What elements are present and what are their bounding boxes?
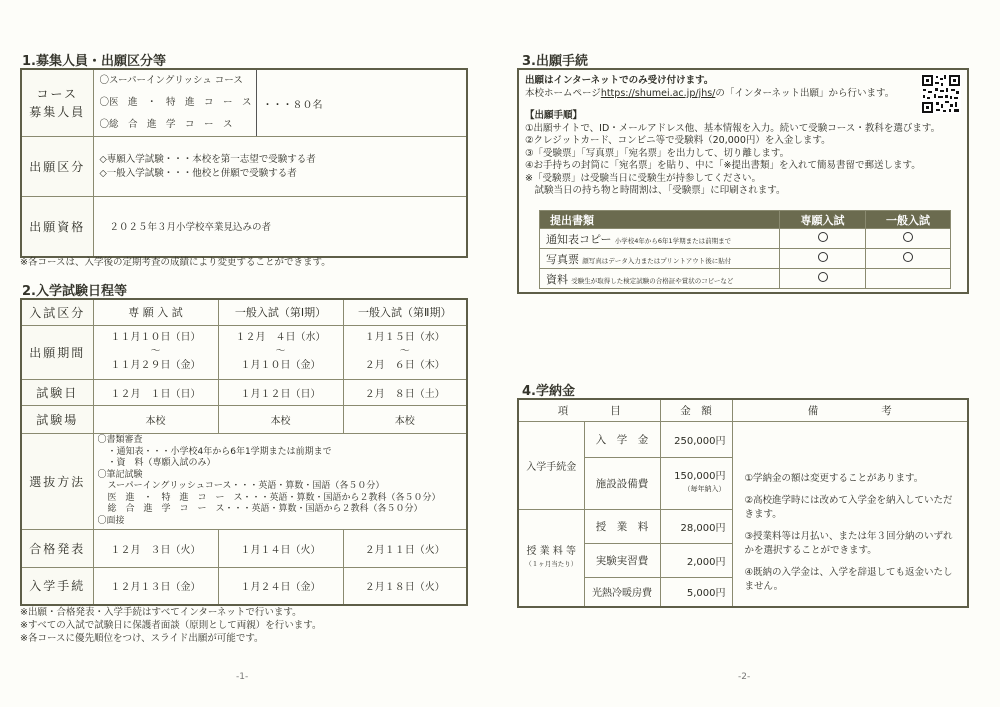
fee-header: 備 考	[732, 399, 968, 421]
circle-mark-icon	[903, 252, 913, 262]
group-entrance-label: 入学手続金	[518, 421, 584, 509]
procedure-steps: 【出願手順】 ①出願サイトで、ID・メールアドレス他、基本情報を入力。続いて受験コース・教科を選びます。 ②クレジットカード、コンビニ等で受験料（20,000円）を入金します。 ③「受験票」「写真票」「宛名票」を出力して、切り離します。 ④お手持ちの封筒に「宛名票」を貼り、中に「※提出書類」を入れて簡易書留で郵送します。 ※「受験票」は受験当日に受験生が持参してください。 試験当日の持ち物と時間割は、「受験票」に印刷されます。	[525, 110, 941, 196]
recruitment-table	[20, 68, 468, 258]
section3-title: 3.出願手続	[522, 54, 588, 69]
row-happyo-label: 合格発表	[21, 529, 93, 567]
sched-header: 専 願 入 試	[93, 299, 218, 325]
fee-item: 光熱冷暖房費	[584, 577, 660, 607]
step-item: ①出願サイトで、ID・メールアドレス他、基本情報を入力。続いて受験コース・教科を選びます。	[525, 122, 941, 134]
docs-header: 一般入試	[866, 211, 951, 229]
row-kikan-label: 出願期間	[21, 325, 93, 379]
step-item: 試験当日の持ち物と時間割は、「受験票」に印刷されます。	[525, 185, 786, 196]
right-page	[500, 0, 1000, 707]
fee-header: 金 額	[660, 399, 732, 421]
section1-title: 1.募集人員・出願区分等	[22, 54, 166, 69]
fee-amount: 150,000円 （毎年納入）	[660, 457, 732, 509]
shiken-cell: １２月 １日（日）	[93, 379, 218, 405]
circle-mark-icon	[818, 232, 828, 242]
tetsuzuki-cell: ２月１８日（火）	[343, 567, 467, 605]
shikaku-value: ２０２５年３月小学校卒業見込みの者	[93, 197, 467, 257]
course-label	[21, 69, 93, 137]
shiken-cell: １月１２日（日）	[218, 379, 343, 405]
tetsuzuki-cell: １月２４日（金）	[218, 567, 343, 605]
course-count: ・・・８０名	[262, 99, 323, 111]
jo-cell: 本校	[218, 405, 343, 433]
sched-header: 入試区分	[21, 299, 93, 325]
kikan-cell: １２月 ４日（水） 〜 １月１０日（金）	[218, 325, 343, 379]
fee-item: 授 業 料	[584, 509, 660, 543]
docs-header: 提出書類	[540, 211, 780, 229]
kubun-line: ◇専願入学試験・・・本校を第一志望で受験する者	[99, 153, 316, 165]
shiken-cell: ２月 ８日（土）	[343, 379, 467, 405]
fee-amount: 28,000円	[660, 509, 732, 543]
procedure-box	[517, 68, 969, 294]
course-label-line: 募集人員	[29, 105, 86, 119]
course-item: 〇医 進 ・ 特 進 コ ー ス	[99, 97, 252, 108]
fee-header: 項 目	[518, 399, 660, 421]
docs-header: 専願入試	[780, 211, 866, 229]
kubun-label: 出願区分	[21, 137, 93, 197]
jo-cell: 本校	[93, 405, 218, 433]
fee-item: 実験実習費	[584, 543, 660, 577]
fee-amount: 2,000円	[660, 543, 732, 577]
section1-note: ※各コースは、入学後の定期考査の成績により変更することができます。	[20, 257, 331, 268]
happyo-cell: １２月 ３日（火）	[93, 529, 218, 567]
course-label-line: コース	[36, 87, 78, 101]
happyo-cell: ２月１１日（火）	[343, 529, 467, 567]
circle-mark-icon	[818, 272, 828, 282]
row-shiken-label: 試験日	[21, 379, 93, 405]
kubun-line: ◇一般入学試験・・・他校と併願で受験する者	[99, 167, 297, 179]
group-tuition-label: 授 業 料 等 （１ヶ月当たり）	[518, 509, 584, 607]
fee-amount: 5,000円	[660, 577, 732, 607]
row-senbatsu-label: 選抜方法	[21, 433, 93, 529]
sched-header: 一般入試（第Ⅱ期）	[343, 299, 467, 325]
page-number: -2-	[738, 672, 751, 682]
step-item: ②クレジットカード、コンビニ等で受験料（20,000円）を入金します。	[525, 135, 831, 146]
row-tetsuzuki-label: 入学手続	[21, 567, 93, 605]
kikan-cell: １月１５日（水） 〜 ２月 ６日（木）	[343, 325, 467, 379]
kikan-cell: １１月１０日（日） 〜 １１月２９日（金）	[93, 325, 218, 379]
jo-cell: 本校	[343, 405, 467, 433]
course-list	[93, 69, 467, 137]
kubun-value	[93, 137, 467, 197]
circle-mark-icon	[818, 252, 828, 262]
section4-title: 4.学納金	[522, 384, 575, 399]
course-item: 〇スーパーイングリッシュ コース	[99, 75, 243, 86]
fee-table	[517, 398, 969, 608]
section2-title: 2.入学試験日程等	[22, 284, 127, 299]
step-item: ※「受験票」は受験当日に受験生が持参してください。	[525, 172, 761, 184]
page-number: -1-	[236, 672, 249, 682]
fee-item: 施設設備費	[584, 457, 660, 509]
step-item: ③「受験票」「写真票」「宛名票」を出力して、切り離します。	[525, 147, 790, 159]
documents-table	[539, 210, 951, 289]
procedure-intro: 出願はインターネットでのみ受け付けます。 本校ホームページhttps://shumei.ac.jp/jhs/の「インターネット出願」から行います。	[525, 75, 895, 99]
doc-row: 資料 受験生が取得した検定試験の合格証や賞状のコピーなど	[540, 269, 780, 289]
schedule-table	[20, 298, 468, 606]
homepage-link[interactable]: https://shumei.ac.jp/jhs/	[600, 88, 716, 99]
tetsuzuki-cell: １２月１３日（金）	[93, 567, 218, 605]
fee-item: 入 学 金	[584, 421, 660, 457]
sched-header: 一般入試（第Ⅰ期）	[218, 299, 343, 325]
step-item: ④お手持ちの封筒に「宛名票」を貼り、中に「※提出書類」を入れて簡易書留で郵送します。	[525, 160, 921, 171]
section2-notes: ※出願・合格発表・入学手続はすべてインターネットで行います。 ※すべての入試で試験日に保護者面談（原則として両親）を行います。 ※各コースに優先順位をつけ、スライド出願が可能です。	[20, 607, 322, 644]
qr-code-icon	[921, 74, 961, 114]
fee-remarks: ①学納金の額は変更することがあります。 ②高校進学時には改めて入学金を納入していただきます。 ③授業料等は月払い、または年３回分納のいずれかを選択することができます。 ④既納の入学金は、入学を辞退しても返金いたしません。	[732, 421, 968, 607]
shikaku-label: 出願資格	[21, 197, 93, 257]
row-jo-label: 試験場	[21, 405, 93, 433]
fee-amount: 250,000円	[660, 421, 732, 457]
circle-mark-icon	[903, 232, 913, 242]
doc-row: 通知表コピー 小学校4年から6年1学期または前期まで	[540, 229, 780, 249]
senbatsu-cell: 〇書類審査 ・通知表・・・小学校4年から6年1学期または前期まで ・資 料（専願入試のみ） 〇筆記試験 スーパーイングリッシュコース・・・英語・算数・国語（各５０分） 医 進 ・ 特 進 コ ー ス・・・英語・算数・国語から２教科（各５０分） 総 合 進 学 コ ー ス・・・英語・算数・国語から２教科（各５０分） 〇面接	[93, 433, 467, 529]
course-item: 〇総 合 進 学 コ ー ス	[99, 119, 233, 130]
course-names	[100, 70, 257, 136]
happyo-cell: １月１４日（火）	[218, 529, 343, 567]
doc-row: 写真票 顔写真はデータ入力またはプリントアウト後に貼付	[540, 249, 780, 269]
